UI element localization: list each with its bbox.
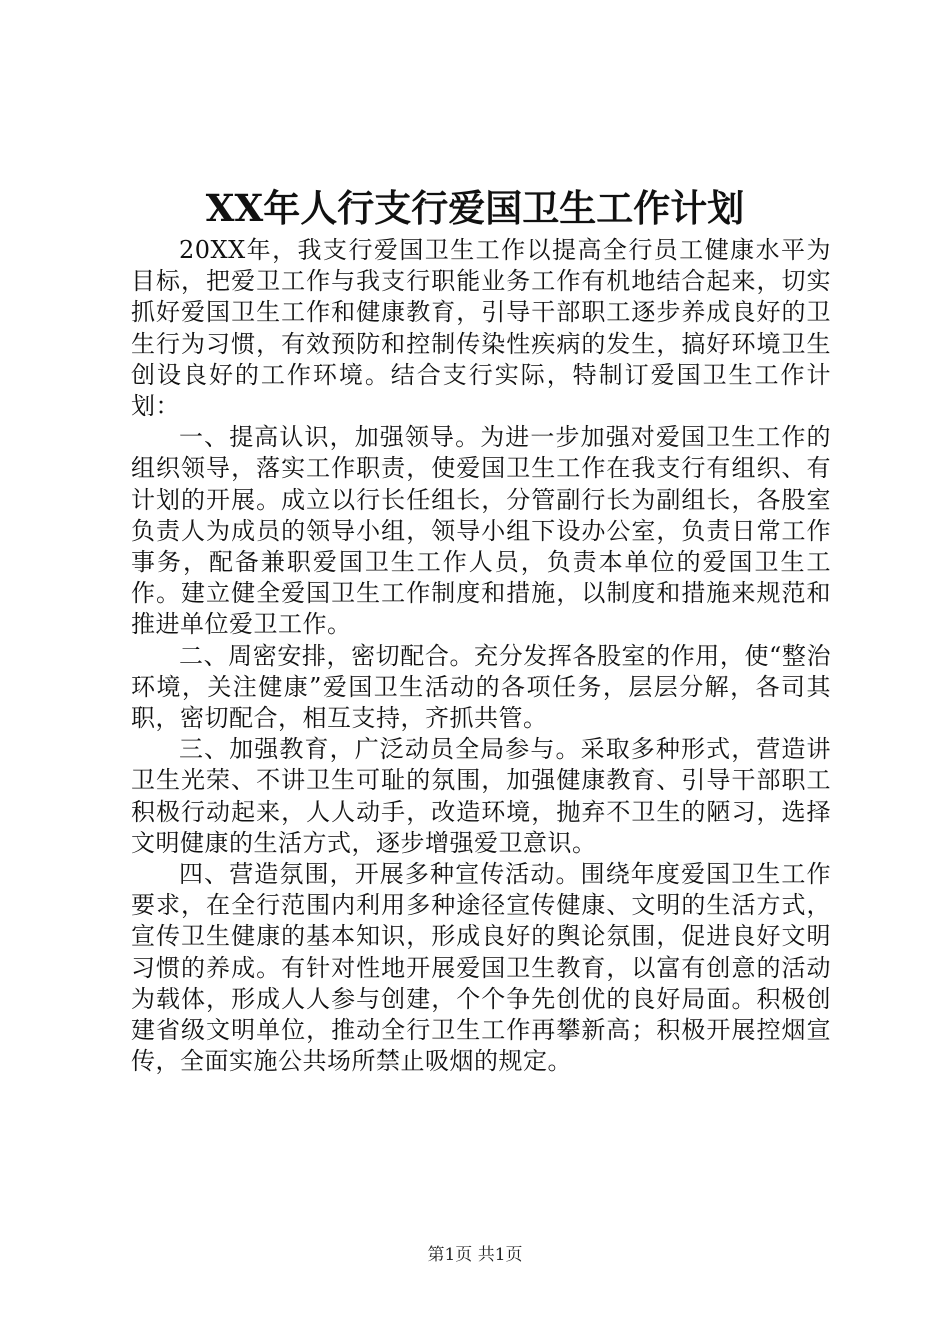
- paragraph-section-4: 四、营造氛围，开展多种宣传活动。围绕年度爱国卫生工作要求，在全行范围内利用多种途径宣传健康、文明的生活方式，宣传卫生健康的基本知识，形成良好的舆论氛围，促进良好文明习惯的养成。有针对性地开展爱国卫生教育，以富有创意的活动为载体，形成人人参与创建，个个争先创优的良好局面。积极创建省级文明单位，推动全行卫生工作再攀新高；积极开展控烟宣传，全面实施公共场所禁止吸烟的规定。: [131, 860, 831, 1076]
- paragraph-intro: 20XX年，我支行爱国卫生工作以提高全行员工健康水平为目标，把爱卫工作与我支行职能业务工作有机地结合起来，切实抓好爱国卫生工作和健康教育，引导干部职工逐步养成良好的卫生行为习惯，有效预防和控制传染性疾病的发生，搞好环境卫生创设良好的工作环境。结合支行实际，特制订爱国卫生工作计划：: [131, 236, 831, 421]
- paragraph-section-2: 二、周密安排，密切配合。充分发挥各股室的作用，使“整治环境，关注健康”爱国卫生活动的各项任务，层层分解，各司其职，密切配合，相互支持，齐抓共管。: [131, 641, 831, 733]
- document-body: [131, 235, 831, 1077]
- paragraph-section-1: 一、提高认识，加强领导。为进一步加强对爱国卫生工作的组织领导，落实工作职责，使爱国卫生工作在我支行有组织、有计划的开展。成立以行长任组长，分管副行长为副组长，各股室负责人为成员的领导小组，领导小组下设办公室，负责日常工作事务，配备兼职爱国卫生工作人员，负责本单位的爱国卫生工作。建立健全爱国卫生工作制度和措施，以制度和措施来规范和推进单位爱卫工作。: [131, 423, 831, 639]
- paragraph-section-3: 三、加强教育，广泛动员全局参与。采取多种形式，营造讲卫生光荣、不讲卫生可耻的氛围，加强健康教育、引导干部职工积极行动起来，人人动手，改造环境，抛弃不卫生的陋习，选择文明健康的生活方式，逐步增强爱卫意识。: [131, 735, 831, 857]
- document-title: XX年人行支行爱国卫生工作计划: [205, 186, 745, 230]
- page-number-footer: 第1页 共1页: [427, 1245, 523, 1265]
